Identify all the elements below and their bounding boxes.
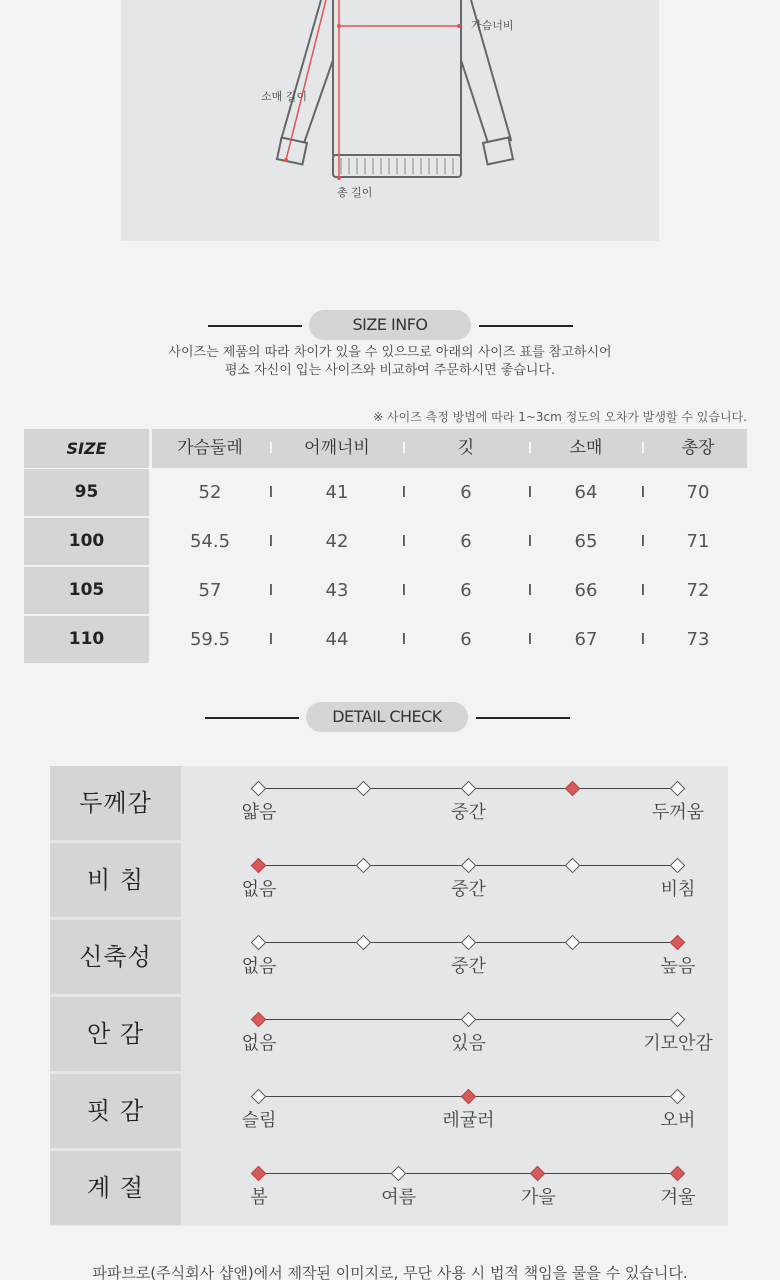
table-cell: 44 <box>325 629 349 650</box>
col-separator: I <box>268 439 274 457</box>
table-row <box>24 567 747 614</box>
detail-row <box>50 997 728 1071</box>
size-info-title: SIZE INFO <box>309 310 471 340</box>
table-cell: 66 <box>574 580 598 601</box>
sleeve-length-label: 소매 길이 <box>261 90 308 103</box>
detail-row-label: 두께감 <box>50 766 181 840</box>
detail-row <box>50 920 728 994</box>
detail-scale <box>181 843 728 917</box>
table-row <box>24 518 747 565</box>
table-cell: 6 <box>460 629 472 650</box>
col-header-chest: 가슴둘레 <box>177 438 243 458</box>
scale-node-selected <box>460 1089 476 1105</box>
detail-check-panel <box>50 766 728 1226</box>
col-header-sleeve: 소매 <box>569 438 603 458</box>
scale-node <box>355 935 371 951</box>
col-header-collar: 깃 <box>457 438 475 458</box>
table-cell: 42 <box>325 531 349 552</box>
sweater-diagram <box>121 0 659 241</box>
col-header-shoulder: 어깨너비 <box>304 438 370 458</box>
scale-node <box>355 858 371 874</box>
divider-left <box>205 717 299 719</box>
scale-label: 없음 <box>241 1033 277 1054</box>
scale-label: 기모안감 <box>643 1033 713 1054</box>
table-cell: 52 <box>198 482 222 503</box>
scale-node-selected <box>530 1166 546 1182</box>
total-length-label: 총 길이 <box>337 186 373 199</box>
detail-check-header <box>0 702 780 732</box>
cell-separator: I <box>401 483 407 501</box>
cell-separator: I <box>268 581 274 599</box>
copyright-notice: 파파브로(주식회사 샵앤)에서 제작된 이미지로, 무단 사용 시 법적 책임을 물을 수 있습니다. <box>92 1264 688 1280</box>
table-cell: 70 <box>686 482 710 503</box>
col-separator: I <box>527 439 533 457</box>
detail-row <box>50 1151 728 1225</box>
col-separator: I <box>640 439 646 457</box>
scale-node-selected <box>670 1166 686 1182</box>
detail-row <box>50 766 728 840</box>
detail-row-label: 계 절 <box>50 1151 181 1225</box>
detail-row-label: 신축성 <box>50 920 181 994</box>
scale-node-selected <box>251 1012 267 1028</box>
scale-label: 레귤러 <box>442 1110 495 1131</box>
scale-label: 얇음 <box>241 802 277 823</box>
cell-separator: I <box>268 532 274 550</box>
intro-line-1: 사이즈는 제품의 따라 차이가 있을 수 있으므로 아래의 사이즈 표를 참고하시어 <box>168 345 612 360</box>
size-label: 110 <box>24 616 149 663</box>
scale-label: 없음 <box>241 879 277 900</box>
scale-node <box>390 1166 406 1182</box>
cell-separator: I <box>401 581 407 599</box>
detail-row-label: 안 감 <box>50 997 181 1071</box>
cell-separator: I <box>268 630 274 648</box>
size-header-label: SIZE <box>24 429 149 468</box>
cell-separator: I <box>640 483 646 501</box>
cell-separator: I <box>640 630 646 648</box>
scale-node <box>460 858 476 874</box>
scale-label: 가을 <box>520 1187 556 1208</box>
scale-node <box>460 1012 476 1028</box>
size-info-intro <box>0 344 780 380</box>
scale-node-selected <box>251 1166 267 1182</box>
scale-node <box>460 935 476 951</box>
table-row <box>24 616 747 663</box>
scale-label: 여름 <box>381 1187 417 1208</box>
scale-node <box>670 858 686 874</box>
scale-label: 두꺼움 <box>651 802 705 823</box>
cell-separator: I <box>640 532 646 550</box>
cell-separator: I <box>401 630 407 648</box>
scale-node <box>565 858 581 874</box>
table-cell: 43 <box>325 580 349 601</box>
scale-node <box>355 781 371 797</box>
detail-scale <box>181 920 728 994</box>
detail-row <box>50 843 728 917</box>
scale-label: 중간 <box>451 956 486 977</box>
scale-node-selected <box>251 858 267 874</box>
table-cell: 73 <box>686 629 710 650</box>
table-cell: 72 <box>686 580 710 601</box>
cell-separator: I <box>640 581 646 599</box>
detail-scale <box>181 1074 728 1148</box>
scale-node <box>251 781 267 797</box>
table-cell: 6 <box>460 482 472 503</box>
detail-row-label: 핏 감 <box>50 1074 181 1148</box>
table-row <box>24 469 747 516</box>
scale-node-selected <box>565 781 581 797</box>
divider-right <box>479 325 573 327</box>
detail-scale <box>181 997 728 1071</box>
cell-separator: I <box>527 581 533 599</box>
scale-node <box>670 1089 686 1105</box>
table-cell: 59.5 <box>189 629 231 650</box>
table-cell: 64 <box>574 482 598 503</box>
table-cell: 6 <box>460 580 472 601</box>
scale-label: 있음 <box>451 1033 486 1054</box>
scale-node <box>670 1012 686 1028</box>
divider-left <box>208 325 302 327</box>
scale-label: 슬림 <box>241 1110 277 1131</box>
scale-label: 겨울 <box>660 1187 696 1208</box>
scale-label: 없음 <box>241 956 277 977</box>
table-cell: 65 <box>574 531 598 552</box>
scale-line <box>259 1173 678 1174</box>
size-label: 105 <box>24 567 149 614</box>
detail-scale <box>181 766 728 840</box>
detail-scale <box>181 1151 728 1225</box>
col-separator: I <box>401 439 407 457</box>
chest-width-label: 가슴너비 <box>471 19 514 32</box>
scale-node-selected <box>670 935 686 951</box>
scale-node <box>460 781 476 797</box>
measurement-note: ※ 사이즈 측정 방법에 따라 1~3cm 정도의 오차가 발생할 수 있습니다. <box>373 410 747 424</box>
scale-node <box>251 935 267 951</box>
cell-separator: I <box>527 630 533 648</box>
table-cell: 71 <box>686 531 710 552</box>
table-cell: 6 <box>460 531 472 552</box>
cell-separator: I <box>527 532 533 550</box>
table-cell: 54.5 <box>189 531 231 552</box>
scale-label: 오버 <box>660 1110 696 1131</box>
scale-label: 중간 <box>451 879 486 900</box>
scale-label: 봄 <box>250 1187 268 1208</box>
measurement-illustration <box>121 0 659 241</box>
scale-node <box>670 781 686 797</box>
table-cell: 57 <box>198 580 222 601</box>
size-label: 95 <box>24 469 149 516</box>
cell-separator: I <box>527 483 533 501</box>
scale-node <box>565 935 581 951</box>
table-cell: 41 <box>325 482 349 503</box>
divider-right <box>476 717 570 719</box>
col-header-length: 총장 <box>681 438 715 458</box>
table-cell: 67 <box>574 629 598 650</box>
detail-check-title: DETAIL CHECK <box>306 702 468 732</box>
cell-separator: I <box>401 532 407 550</box>
cell-separator: I <box>268 483 274 501</box>
scale-label: 중간 <box>451 802 486 823</box>
size-info-header <box>0 310 780 340</box>
detail-row-label: 비 침 <box>50 843 181 917</box>
scale-node <box>251 1089 267 1105</box>
scale-label: 높음 <box>660 956 696 977</box>
size-label: 100 <box>24 518 149 565</box>
detail-row <box>50 1074 728 1148</box>
intro-line-2: 평소 자신이 입는 사이즈와 비교하여 주문하시면 좋습니다. <box>224 363 556 378</box>
scale-label: 비침 <box>660 879 696 900</box>
